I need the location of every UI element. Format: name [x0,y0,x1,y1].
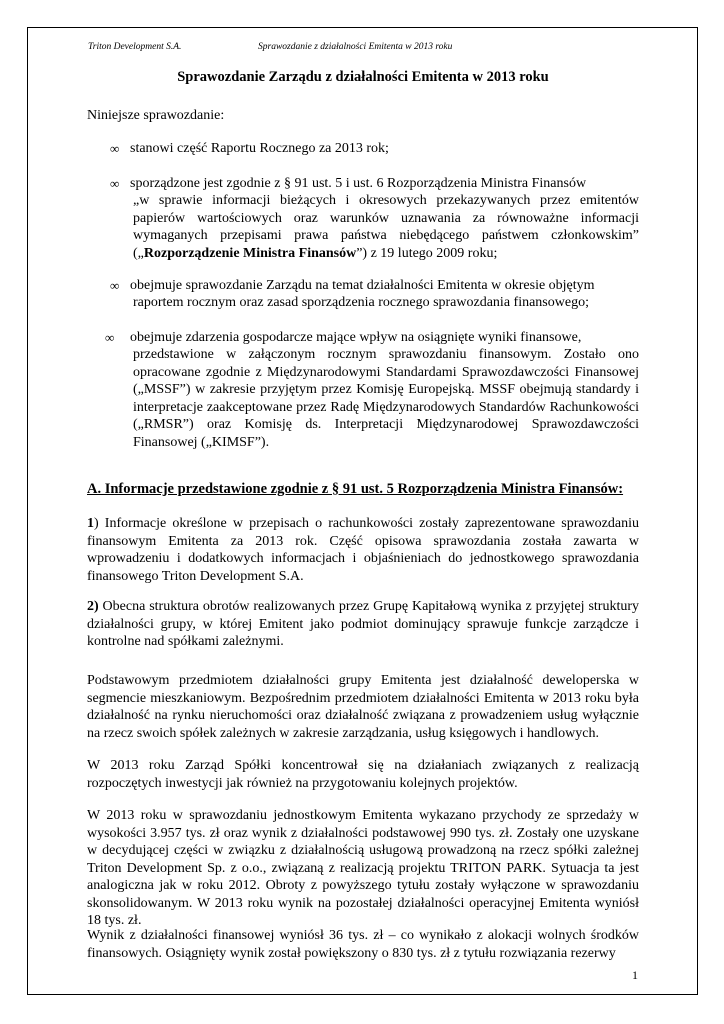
bullet-item-1: stanowi część Raportu Rocznego za 2013 rok; [130,141,389,156]
page-number: 1 [632,968,638,982]
header-report-title: Sprawozdanie z działalności Emitenta w 2013 roku [258,42,453,52]
bullet-infinity-icon: ∞ [110,141,120,156]
paragraph-1: 1) Informacje określone w przepisach o rachunkowości zostały zaprezentowane sprawozdaniu finansowym Emitenta za 2013 rok. Część opisowa sprawozdania została zawarta w wprowadzeniu i dodatkowych informacjach i objaśnieniach do jednostkowego sprawozdania finansowego Triton Development S.A. [87,516,639,584]
bullet-item-3-text: raportem rocznym oraz zasad sporządzenia rocznego sprawozdania finansowego; [133,295,589,310]
bullet-item-4-first-line: obejmuje zdarzenia gospodarcze mające wpływ na osiągnięte wyniki finansowe, [130,330,582,345]
section-a-heading: A. Informacje przedstawione zgodnie z § 91 ust. 5 Rozporządzenia Ministra Finansów: [87,481,624,497]
paragraph-6: Wynik z działalności finansowej wyniósł 36 tys. zł – co wynikało z alokacji wolnych środków finansowych. Osiągnięty wynik został powiększony o 830 tys. zł z tytułu rozwiązania rezerwy [87,928,639,961]
paragraph-3: Podstawowym przedmiotem działalności grupy Emitenta jest działalność deweloperska w segmencie mieszkaniowym. Bezpośrednim przedmiotem działalności Emitenta w 2013 roku była działalność na rynku nieruchomości oraz działalność związana z prowadzeniem usług wyłącznie na rzecz swoich spółek zależnych w zakresie zarządzania, usług księgowych i handlowych. [87,673,639,741]
defined-term: Rozporządzenie Ministra Finansów [143,245,357,261]
bullet-infinity-icon: ∞ [110,278,120,293]
document-title: Sprawozdanie Zarządu z działalności Emitenta w 2013 roku [177,69,549,85]
bullet-item-2-text: „w sprawie informacji bieżących i okresowych przekazywanych przez emitentów papierów wartościowych oraz warunków uznawania za równoważne informacji wymaganych przepisami prawa państwa niebędącego państwem członkowskim” („Rozporządzenie Ministra Finansów”) z 19 lutego 2009 roku; [133,193,639,261]
paragraph-4: W 2013 roku Zarząd Spółki koncentrował się na działaniach związanych z realizacją rozpoczętych inwestycji jak również na przygotowaniu kolejnych projektów. [87,758,639,791]
paragraph-5: W 2013 roku w sprawozdaniu jednostkowym Emitenta wykazano przychody ze sprzedaży w wysokości 3.957 tys. zł oraz wynik z działalności podstawowej 990 tys. zł. Zostały one uzyskane w decydującej części w związku z działalnością usługową prowadzoną na rzecz spółki zależnej Triton Development Sp. z o.o., związaną z realizacją projektu TRITON PARK. Sytuacja ta jest analogiczna jak w roku 2012. Obroty z powyższego tytułu zostały wyłączone w sprawozdaniu skonsolidowanym. W 2013 roku wynik na pozostałej działalności operacyjnej Emitenta wyniósł 18 tys. zł. [87,808,639,928]
bullet-item-4-text: przedstawione w załączonym rocznym sprawozdaniu finansowym. Zostało ono opracowane zgodnie z Międzynarodowymi Standardami Sprawozdawczości Finansowej („MSSF”) w zakresie przyjętym przez Komisję Europejską. MSSF obejmują standardy i interpretacje zaakceptowane przez Radę Międzynarodowych Standardów Rachunkowości („RMSR”) oraz Komisję ds. Interpretacji Międzynarodowej Sprawozdawczości Finansowej („KIMSF”). [133,347,639,450]
intro-text: Niniejsze sprawozdanie: [87,108,225,123]
bullet-infinity-icon: ∞ [105,330,115,345]
bullet-infinity-icon: ∞ [110,176,120,191]
bullet-item-2-first-line: sporządzone jest zgodnie z § 91 ust. 5 i ust. 6 Rozporządzenia Ministra Finansów [130,176,587,191]
header-company: Triton Development S.A. [88,42,182,52]
paragraph-2: 2) Obecna struktura obrotów realizowanych przez Grupę Kapitałową wynika z przyjętej struktury działalności grupy, w której Emitent jako podmiot dominujący sprawuje funkcje zarządcze i kontrolne nad spółkami zależnymi. [87,599,639,649]
bullet-item-3-first-line: obejmuje sprawozdanie Zarządu na temat działalności Emitenta w okresie objętym [130,278,595,293]
